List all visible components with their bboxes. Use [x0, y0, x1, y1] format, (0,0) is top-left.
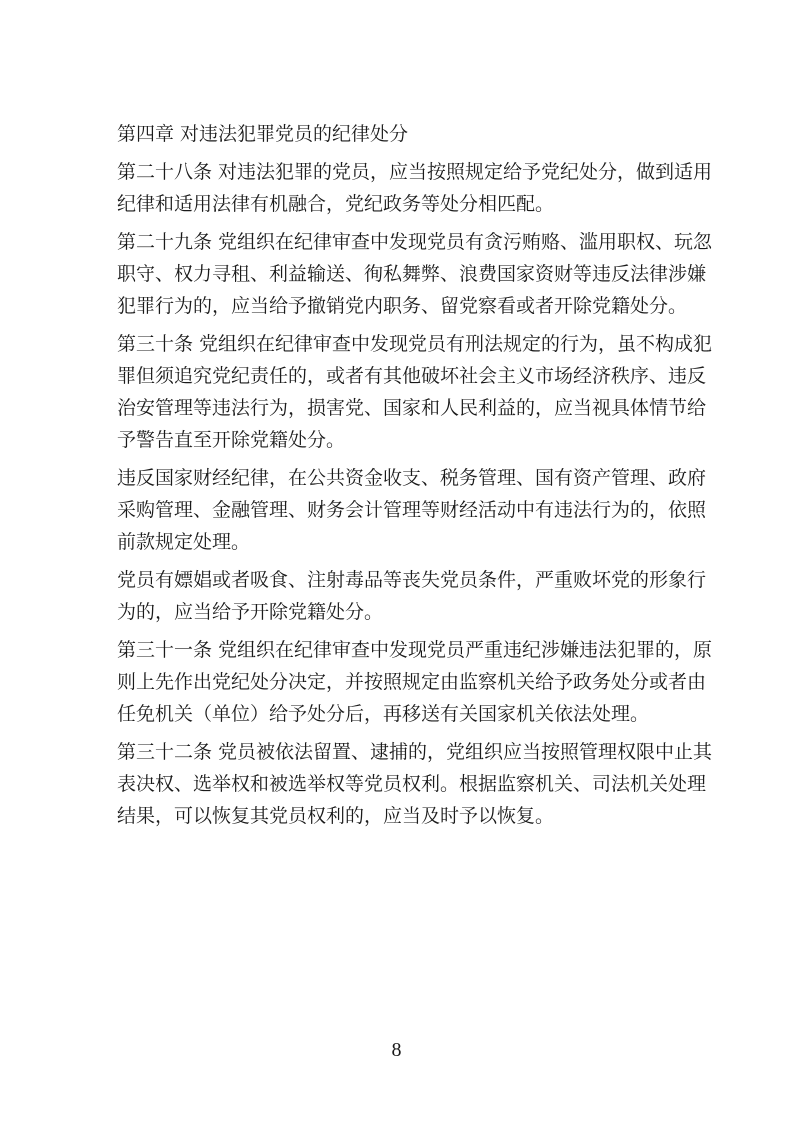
document-body: [117, 118, 717, 838]
paragraph-article-30: 第三十条 党组织在纪律审查中发现党员有刑法规定的行为，虽不构成犯罪但须追究党纪责任的，或者有其他破坏社会主义市场经济秩序、违反治安管理等违法行为，损害党、国家和人民利益的，应当视具体情节给予警告直至开除党籍处分。: [117, 333, 713, 451]
paragraph-drugs-prostitution: 党员有嫖娼或者吸食、注射毒品等丧失党员条件，严重败坏党的形象行为的，应当给予开除党籍处分。: [117, 569, 707, 623]
page-number: 8: [391, 1039, 402, 1061]
paragraph-article-32: 第三十二条 党员被依法留置、逮捕的，党组织应当按照管理权限中止其表决权、选举权和被选举权等党员权利。根据监察机关、司法机关处理结果，可以恢复其党员权利的，应当及时予以恢复。: [117, 741, 713, 827]
paragraph-article-28: 第二十八条 对违法犯罪的党员，应当按照规定给予党纪处分，做到适用纪律和适用法律有机融合，党纪政务等处分相匹配。: [117, 161, 713, 215]
chapter-heading: 第四章 对违法犯罪党员的纪律处分: [117, 123, 409, 145]
paragraph-article-29: 第二十九条 党组织在纪律审查中发现党员有贪污贿赂、滥用职权、玩忽职守、权力寻租、利益输送、徇私舞弊、浪费国家资财等违反法律涉嫌犯罪行为的，应当给予撤销党内职务、留党察看或者开除党籍处分。: [117, 231, 713, 317]
paragraph-financial-discipline: 违反国家财经纪律，在公共资金收支、税务管理、国有资产管理、政府采购管理、金融管理、财务会计管理等财经活动中有违法行为的，依照前款规定处理。: [117, 467, 707, 553]
paragraph-article-31: 第三十一条 党组织在纪律审查中发现党员严重违纪涉嫌违法犯罪的，原则上先作出党纪处分决定，并按照规定由监察机关给予政务处分或者由任免机关（单位）给予处分后，再移送有关国家机关依法处理。: [117, 639, 713, 725]
